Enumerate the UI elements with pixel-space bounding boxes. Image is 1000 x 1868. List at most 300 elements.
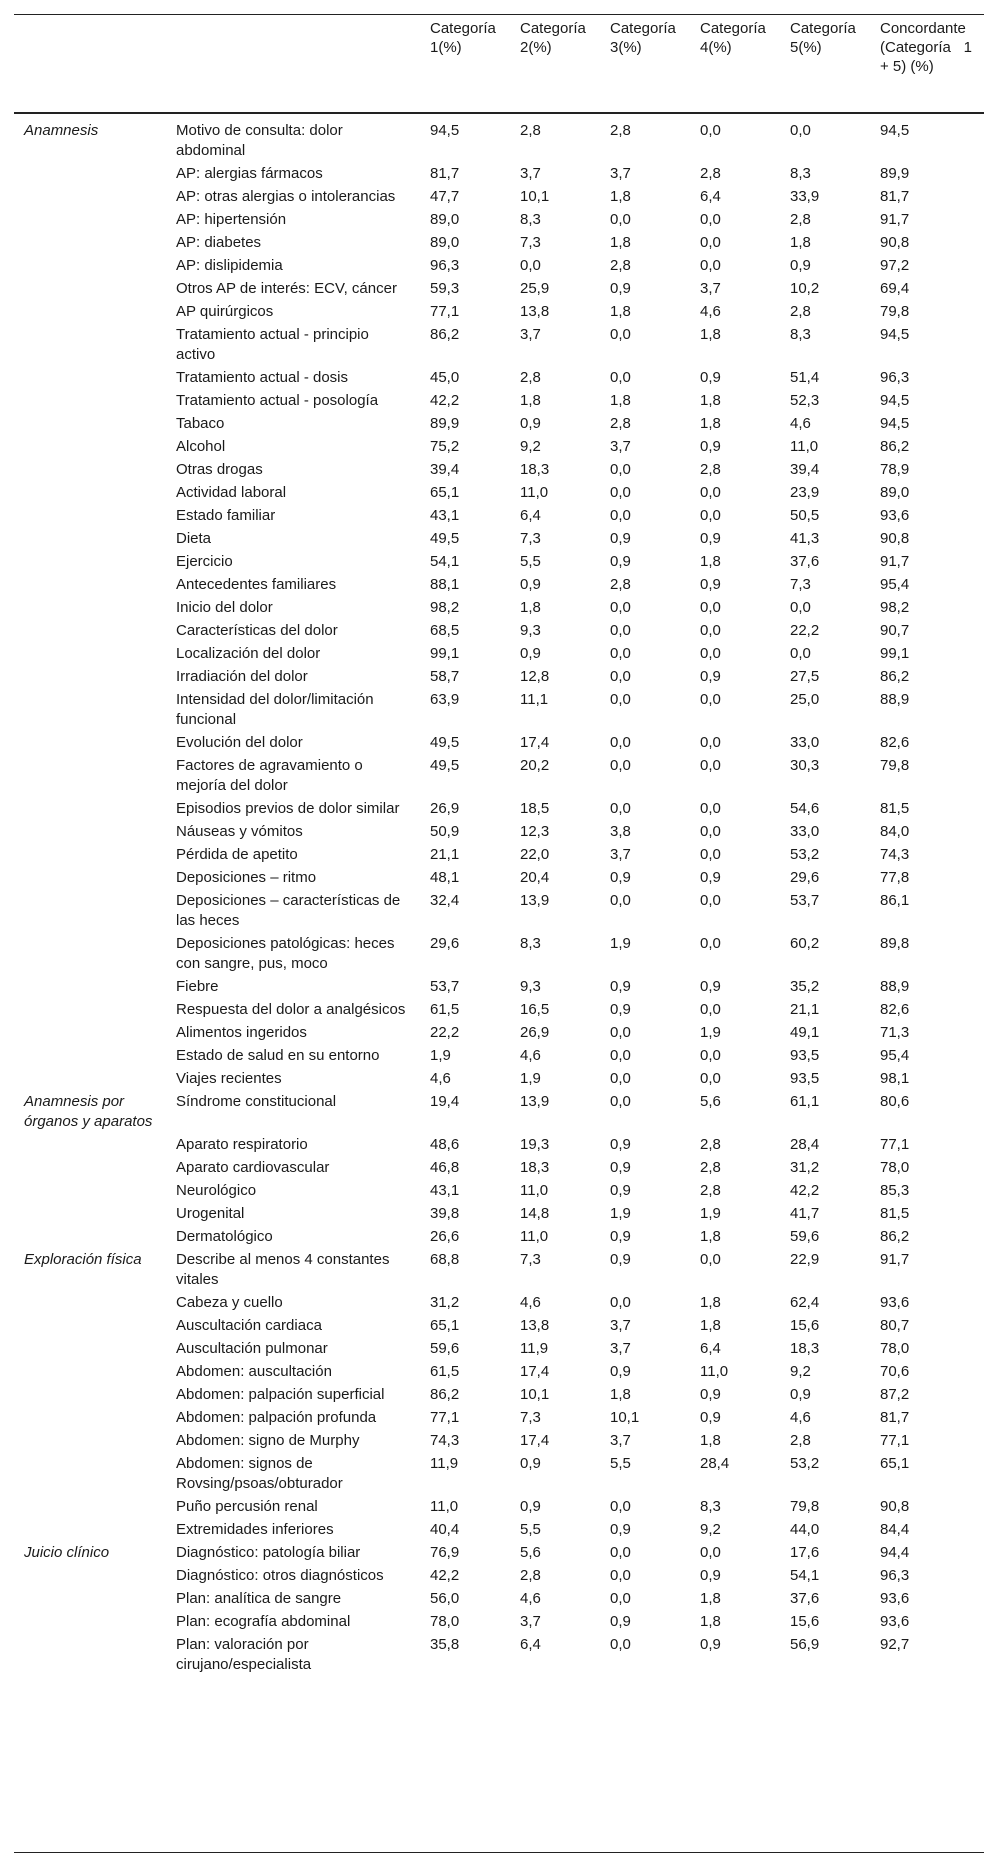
category-value: 0,9 bbox=[520, 645, 541, 662]
category-value: 59,3 bbox=[430, 280, 460, 297]
concordant-value: 85,3 bbox=[880, 1182, 910, 1199]
concordant-value: 82,6 bbox=[880, 1001, 910, 1018]
concordant-value: 89,8 bbox=[880, 935, 910, 952]
category-value: 0,9 bbox=[520, 415, 541, 432]
category-value: 0,9 bbox=[610, 869, 631, 886]
item-label: Episodios previos de dolor similar bbox=[176, 800, 400, 817]
table-row bbox=[14, 1021, 984, 1044]
category-value: 0,9 bbox=[520, 1455, 541, 1472]
item-label: Auscultación pulmonar bbox=[176, 1340, 328, 1357]
concordant-value: 86,2 bbox=[880, 1228, 910, 1245]
category-value: 1,8 bbox=[790, 234, 811, 251]
table-row bbox=[14, 277, 984, 300]
concordant-value: 82,6 bbox=[880, 734, 910, 751]
item-label: Cabeza y cuello bbox=[176, 1294, 283, 1311]
section-cell-empty bbox=[14, 1360, 170, 1383]
category-value: 0,9 bbox=[700, 1567, 721, 1584]
category-value: 17,4 bbox=[520, 734, 550, 751]
item-label: Características del dolor bbox=[176, 622, 338, 639]
concordant-value: 65,1 bbox=[880, 1455, 910, 1472]
category-value: 0,0 bbox=[610, 461, 631, 478]
category-value: 28,4 bbox=[790, 1136, 820, 1153]
table-row bbox=[14, 1610, 984, 1633]
table-row bbox=[14, 323, 984, 366]
section-cell-empty bbox=[14, 1429, 170, 1452]
item-label: Viajes recientes bbox=[176, 1070, 282, 1087]
concordant-value: 84,4 bbox=[880, 1521, 910, 1538]
category-value: 0,9 bbox=[610, 1182, 631, 1199]
concordant-value: 94,5 bbox=[880, 415, 910, 432]
category-value: 7,3 bbox=[520, 1251, 541, 1268]
category-value: 0,0 bbox=[610, 757, 631, 774]
category-value: 8,3 bbox=[700, 1498, 721, 1515]
concordant-value: 94,4 bbox=[880, 1544, 910, 1561]
item-label: Localización del dolor bbox=[176, 645, 321, 662]
concordant-value: 78,9 bbox=[880, 461, 910, 478]
category-value: 18,3 bbox=[520, 1159, 550, 1176]
category-value: 2,8 bbox=[610, 576, 631, 593]
category-value: 0,9 bbox=[520, 1498, 541, 1515]
concordant-value: 69,4 bbox=[880, 280, 910, 297]
category-value: 93,5 bbox=[790, 1047, 820, 1064]
category-value: 39,4 bbox=[430, 461, 460, 478]
table-row bbox=[14, 412, 984, 435]
category-value: 0,0 bbox=[700, 734, 721, 751]
section-cell-empty bbox=[14, 932, 170, 975]
item-label: Antecedentes familiares bbox=[176, 576, 337, 593]
concordant-value: 78,0 bbox=[880, 1340, 910, 1357]
concordant-value: 90,7 bbox=[880, 622, 910, 639]
category-value: 42,2 bbox=[790, 1182, 820, 1199]
category-value: 68,5 bbox=[430, 622, 460, 639]
category-value: 13,9 bbox=[520, 892, 550, 909]
section-cell-empty bbox=[14, 665, 170, 688]
category-value: 58,7 bbox=[430, 668, 460, 685]
category-value: 9,3 bbox=[520, 622, 541, 639]
category-value: 6,4 bbox=[520, 1636, 541, 1653]
category-value: 1,8 bbox=[700, 1228, 721, 1245]
section-cell-empty bbox=[14, 889, 170, 932]
category-value: 68,8 bbox=[430, 1251, 460, 1268]
item-label: Inicio del dolor bbox=[176, 599, 273, 616]
section-cell-empty bbox=[14, 688, 170, 731]
table-row bbox=[14, 820, 984, 843]
item-label: AP: dislipidemia bbox=[176, 257, 283, 274]
category-value: 15,6 bbox=[790, 1613, 820, 1630]
category-value: 49,5 bbox=[430, 530, 460, 547]
category-value: 2,8 bbox=[610, 415, 631, 432]
concordant-value: 93,6 bbox=[880, 1613, 910, 1630]
item-label: Abdomen: auscultación bbox=[176, 1363, 332, 1380]
table-row bbox=[14, 1225, 984, 1248]
category-value: 48,1 bbox=[430, 869, 460, 886]
category-value: 42,2 bbox=[430, 392, 460, 409]
section-cell-empty bbox=[14, 1495, 170, 1518]
category-value: 18,3 bbox=[520, 461, 550, 478]
concordant-value: 92,7 bbox=[880, 1636, 910, 1653]
category-value: 22,9 bbox=[790, 1251, 820, 1268]
item-label: Fiebre bbox=[176, 978, 219, 995]
category-value: 0,0 bbox=[700, 484, 721, 501]
category-value: 2,8 bbox=[790, 303, 811, 320]
item-label: Tratamiento actual - posología bbox=[176, 392, 379, 409]
category-value: 0,9 bbox=[610, 1228, 631, 1245]
category-value: 98,2 bbox=[430, 599, 460, 616]
category-value: 4,6 bbox=[700, 303, 721, 320]
category-value: 0,9 bbox=[610, 1159, 631, 1176]
item-label: Abdomen: palpación profunda bbox=[176, 1409, 377, 1426]
table-row bbox=[14, 458, 984, 481]
category-value: 0,0 bbox=[700, 622, 721, 639]
category-value: 41,3 bbox=[790, 530, 820, 547]
category-value: 0,0 bbox=[610, 507, 631, 524]
category-value: 1,8 bbox=[700, 553, 721, 570]
item-label: Urogenital bbox=[176, 1205, 245, 1222]
category-value: 0,0 bbox=[610, 369, 631, 386]
category-value: 0,0 bbox=[700, 1251, 721, 1268]
bottom-rule bbox=[14, 1852, 984, 1853]
category-value: 51,4 bbox=[790, 369, 820, 386]
section-cell-empty bbox=[14, 797, 170, 820]
section-cell-empty bbox=[14, 504, 170, 527]
table-row bbox=[14, 1383, 984, 1406]
category-value: 0,9 bbox=[610, 1613, 631, 1630]
section-cell-empty bbox=[14, 573, 170, 596]
table-row bbox=[14, 300, 984, 323]
category-value: 81,7 bbox=[430, 165, 460, 182]
category-value: 3,7 bbox=[610, 165, 631, 182]
category-value: 12,3 bbox=[520, 823, 550, 840]
item-label: Abdomen: signos de Rovsing/psoas/obturador bbox=[176, 1455, 343, 1492]
concordant-value: 86,2 bbox=[880, 438, 910, 455]
item-label: Deposiciones – ritmo bbox=[176, 869, 317, 886]
item-label: Respuesta del dolor a analgésicos bbox=[176, 1001, 406, 1018]
concordant-value: 87,2 bbox=[880, 1386, 910, 1403]
section-cell-empty bbox=[14, 389, 170, 412]
category-value: 0,9 bbox=[790, 257, 811, 274]
category-value: 53,7 bbox=[790, 892, 820, 909]
concordant-value: 90,8 bbox=[880, 530, 910, 547]
item-label: Dermatológico bbox=[176, 1228, 273, 1245]
section-cell-empty bbox=[14, 1633, 170, 1676]
item-label: Abdomen: palpación superficial bbox=[176, 1386, 385, 1403]
category-value: 1,9 bbox=[700, 1205, 721, 1222]
category-value: 49,1 bbox=[790, 1024, 820, 1041]
category-value: 13,8 bbox=[520, 303, 550, 320]
concordant-value: 97,2 bbox=[880, 257, 910, 274]
category-value: 0,9 bbox=[700, 576, 721, 593]
item-label: Náuseas y vómitos bbox=[176, 823, 303, 840]
category-value: 0,9 bbox=[610, 1363, 631, 1380]
category-value: 61,5 bbox=[430, 1001, 460, 1018]
category-value: 31,2 bbox=[430, 1294, 460, 1311]
category-value: 0,9 bbox=[610, 530, 631, 547]
item-label: Deposiciones patológicas: heces con sangre, pus, moco bbox=[176, 935, 395, 972]
concordant-value: 71,3 bbox=[880, 1024, 910, 1041]
table-row bbox=[14, 1090, 984, 1133]
table-row bbox=[14, 1248, 984, 1291]
concordant-value: 80,7 bbox=[880, 1317, 910, 1334]
table-row bbox=[14, 1633, 984, 1676]
item-label: Alimentos ingeridos bbox=[176, 1024, 307, 1041]
category-value: 5,6 bbox=[520, 1544, 541, 1561]
section-cell-empty bbox=[14, 323, 170, 366]
concordant-value: 94,5 bbox=[880, 392, 910, 409]
category-value: 0,0 bbox=[700, 892, 721, 909]
table-row bbox=[14, 1291, 984, 1314]
category-value: 37,6 bbox=[790, 553, 820, 570]
concordant-value: 99,1 bbox=[880, 645, 910, 662]
concordant-value: 95,4 bbox=[880, 576, 910, 593]
concordant-value: 81,5 bbox=[880, 800, 910, 817]
category-value: 4,6 bbox=[430, 1070, 451, 1087]
category-value: 88,1 bbox=[430, 576, 460, 593]
category-value: 0,9 bbox=[610, 978, 631, 995]
table-body bbox=[14, 115, 984, 1676]
category-value: 8,3 bbox=[520, 935, 541, 952]
table-row bbox=[14, 1495, 984, 1518]
category-value: 6,4 bbox=[700, 188, 721, 205]
item-label: Tabaco bbox=[176, 415, 225, 432]
section-cell-empty bbox=[14, 642, 170, 665]
category-value: 0,9 bbox=[520, 576, 541, 593]
section-cell-empty bbox=[14, 435, 170, 458]
category-value: 0,0 bbox=[610, 691, 631, 708]
category-value: 0,0 bbox=[610, 211, 631, 228]
concordant-value: 81,7 bbox=[880, 188, 910, 205]
section-cell-empty bbox=[14, 185, 170, 208]
category-value: 26,6 bbox=[430, 1228, 460, 1245]
category-value: 2,8 bbox=[790, 211, 811, 228]
category-value: 2,8 bbox=[700, 1136, 721, 1153]
category-value: 77,1 bbox=[430, 303, 460, 320]
category-value: 0,0 bbox=[610, 1294, 631, 1311]
category-value: 1,9 bbox=[610, 935, 631, 952]
category-value: 25,9 bbox=[520, 280, 550, 297]
table-row bbox=[14, 366, 984, 389]
table-row bbox=[14, 1564, 984, 1587]
category-value: 1,8 bbox=[700, 1590, 721, 1607]
concordant-value: 95,4 bbox=[880, 1047, 910, 1064]
table-row bbox=[14, 688, 984, 731]
category-value: 89,0 bbox=[430, 234, 460, 251]
category-value: 2,8 bbox=[520, 369, 541, 386]
category-value: 0,0 bbox=[610, 622, 631, 639]
item-label: AP: diabetes bbox=[176, 234, 262, 251]
category-value: 14,8 bbox=[520, 1205, 550, 1222]
concordant-value: 98,1 bbox=[880, 1070, 910, 1087]
category-value: 1,9 bbox=[520, 1070, 541, 1087]
category-value: 29,6 bbox=[790, 869, 820, 886]
section-cell-empty bbox=[14, 1067, 170, 1090]
category-value: 0,9 bbox=[700, 1409, 721, 1426]
concordant-value: 89,9 bbox=[880, 165, 910, 182]
category-value: 1,9 bbox=[610, 1205, 631, 1222]
category-value: 0,0 bbox=[610, 484, 631, 501]
table-row bbox=[14, 481, 984, 504]
category-value: 2,8 bbox=[700, 1182, 721, 1199]
category-value: 45,0 bbox=[430, 369, 460, 386]
category-value: 3,7 bbox=[610, 1340, 631, 1357]
category-value: 0,0 bbox=[610, 800, 631, 817]
category-value: 11,9 bbox=[520, 1340, 549, 1357]
section-label: Juicio clínico bbox=[24, 1544, 110, 1561]
category-value: 5,6 bbox=[700, 1093, 721, 1110]
section-cell-empty bbox=[14, 208, 170, 231]
category-value: 59,6 bbox=[790, 1228, 820, 1245]
section-cell-empty bbox=[14, 1291, 170, 1314]
category-value: 1,8 bbox=[520, 599, 541, 616]
section-cell-empty bbox=[14, 731, 170, 754]
category-value: 1,8 bbox=[610, 188, 631, 205]
category-value: 33,9 bbox=[790, 188, 820, 205]
category-value: 39,8 bbox=[430, 1205, 460, 1222]
category-value: 1,8 bbox=[700, 1432, 721, 1449]
table-row bbox=[14, 975, 984, 998]
section-cell-empty bbox=[14, 754, 170, 797]
category-value: 53,2 bbox=[790, 846, 820, 863]
item-label: Aparato cardiovascular bbox=[176, 1159, 330, 1176]
item-label: Síndrome constitucional bbox=[176, 1093, 337, 1110]
category-value: 0,9 bbox=[700, 530, 721, 547]
table-row bbox=[14, 642, 984, 665]
table-row bbox=[14, 435, 984, 458]
item-label: Diagnóstico: otros diagnósticos bbox=[176, 1567, 384, 1584]
category-value: 0,0 bbox=[700, 800, 721, 817]
item-label: Abdomen: signo de Murphy bbox=[176, 1432, 360, 1449]
concordant-value: 81,5 bbox=[880, 1205, 910, 1222]
category-value: 1,8 bbox=[610, 234, 631, 251]
item-label: Dieta bbox=[176, 530, 212, 547]
section-cell-empty bbox=[14, 527, 170, 550]
category-value: 54,6 bbox=[790, 800, 820, 817]
category-value: 0,0 bbox=[700, 645, 721, 662]
section-cell-empty bbox=[14, 1337, 170, 1360]
category-value: 20,2 bbox=[520, 757, 550, 774]
category-value: 42,2 bbox=[430, 1567, 460, 1584]
category-value: 0,9 bbox=[790, 1386, 811, 1403]
category-value: 65,1 bbox=[430, 484, 460, 501]
section-cell-empty bbox=[14, 1179, 170, 1202]
category-value: 0,9 bbox=[610, 1521, 631, 1538]
category-value: 40,4 bbox=[430, 1521, 460, 1538]
category-value: 35,2 bbox=[790, 978, 820, 995]
section-cell-empty bbox=[14, 481, 170, 504]
section-cell-empty bbox=[14, 1225, 170, 1248]
item-label: Diagnóstico: patología biliar bbox=[176, 1544, 361, 1561]
category-value: 8,3 bbox=[790, 326, 811, 343]
table-row bbox=[14, 254, 984, 277]
category-value: 5,5 bbox=[520, 1521, 541, 1538]
table-row bbox=[14, 550, 984, 573]
concordant-value: 86,2 bbox=[880, 668, 910, 685]
header-cell-categoria-4: Categoría 4(%) bbox=[700, 20, 766, 56]
section-cell-empty bbox=[14, 866, 170, 889]
item-label: AP quirúrgicos bbox=[176, 303, 274, 320]
category-value: 0,9 bbox=[610, 1251, 631, 1268]
category-value: 13,9 bbox=[520, 1093, 550, 1110]
section-cell-empty bbox=[14, 1133, 170, 1156]
table-row bbox=[14, 208, 984, 231]
table-row bbox=[14, 1067, 984, 1090]
table-row bbox=[14, 998, 984, 1021]
category-value: 1,8 bbox=[610, 392, 631, 409]
category-value: 3,8 bbox=[610, 823, 631, 840]
item-label: Ejercicio bbox=[176, 553, 233, 570]
item-label: Plan: valoración por cirujano/especialista bbox=[176, 1636, 312, 1673]
category-value: 0,0 bbox=[610, 1567, 631, 1584]
category-value: 0,0 bbox=[700, 935, 721, 952]
concordant-value: 70,6 bbox=[880, 1363, 910, 1380]
category-value: 0,9 bbox=[610, 1001, 631, 1018]
table-row bbox=[14, 1452, 984, 1495]
item-label: AP: otras alergias o intolerancias bbox=[176, 188, 396, 205]
category-value: 0,9 bbox=[700, 438, 721, 455]
section-label: Anamnesis bbox=[24, 122, 99, 139]
table-row bbox=[14, 1044, 984, 1067]
concordant-value: 93,6 bbox=[880, 1590, 910, 1607]
category-value: 2,8 bbox=[790, 1432, 811, 1449]
section-label: Anamnesis por órganos y aparatos bbox=[24, 1093, 153, 1130]
section-cell-empty bbox=[14, 1202, 170, 1225]
category-value: 96,3 bbox=[430, 257, 460, 274]
concordant-value: 86,1 bbox=[880, 892, 910, 909]
category-value: 9,2 bbox=[790, 1363, 811, 1380]
table-row bbox=[14, 1202, 984, 1225]
table-row bbox=[14, 231, 984, 254]
category-value: 2,8 bbox=[700, 1159, 721, 1176]
category-value: 53,7 bbox=[430, 978, 460, 995]
section-cell-empty bbox=[14, 975, 170, 998]
category-value: 0,0 bbox=[610, 1047, 631, 1064]
section-cell-empty bbox=[14, 1564, 170, 1587]
concordant-value: 98,2 bbox=[880, 599, 910, 616]
category-value: 0,9 bbox=[700, 1636, 721, 1653]
concordant-value: 91,7 bbox=[880, 553, 910, 570]
category-value: 0,0 bbox=[610, 1498, 631, 1515]
category-value: 59,6 bbox=[430, 1340, 460, 1357]
category-value: 20,4 bbox=[520, 869, 550, 886]
category-value: 2,8 bbox=[610, 122, 631, 139]
table-row bbox=[14, 665, 984, 688]
section-cell-empty bbox=[14, 300, 170, 323]
category-value: 11,9 bbox=[430, 1455, 459, 1472]
table-row bbox=[14, 843, 984, 866]
concordant-value: 88,9 bbox=[880, 691, 910, 708]
category-value: 0,0 bbox=[610, 1590, 631, 1607]
category-value: 4,6 bbox=[520, 1294, 541, 1311]
concordant-value: 88,9 bbox=[880, 978, 910, 995]
category-value: 4,6 bbox=[520, 1047, 541, 1064]
concordant-value: 93,6 bbox=[880, 507, 910, 524]
category-value: 29,6 bbox=[430, 935, 460, 952]
category-value: 60,2 bbox=[790, 935, 820, 952]
category-value: 39,4 bbox=[790, 461, 820, 478]
category-value: 61,1 bbox=[790, 1093, 820, 1110]
item-label: Auscultación cardiaca bbox=[176, 1317, 322, 1334]
category-value: 0,9 bbox=[700, 369, 721, 386]
table-row bbox=[14, 1518, 984, 1541]
concordant-value: 79,8 bbox=[880, 303, 910, 320]
table-row bbox=[14, 754, 984, 797]
concordant-value: 96,3 bbox=[880, 369, 910, 386]
category-value: 89,0 bbox=[430, 211, 460, 228]
category-value: 54,1 bbox=[790, 1567, 820, 1584]
item-label: Otros AP de interés: ECV, cáncer bbox=[176, 280, 397, 297]
category-value: 2,8 bbox=[700, 165, 721, 182]
concordant-value: 96,3 bbox=[880, 1567, 910, 1584]
category-value: 50,9 bbox=[430, 823, 460, 840]
